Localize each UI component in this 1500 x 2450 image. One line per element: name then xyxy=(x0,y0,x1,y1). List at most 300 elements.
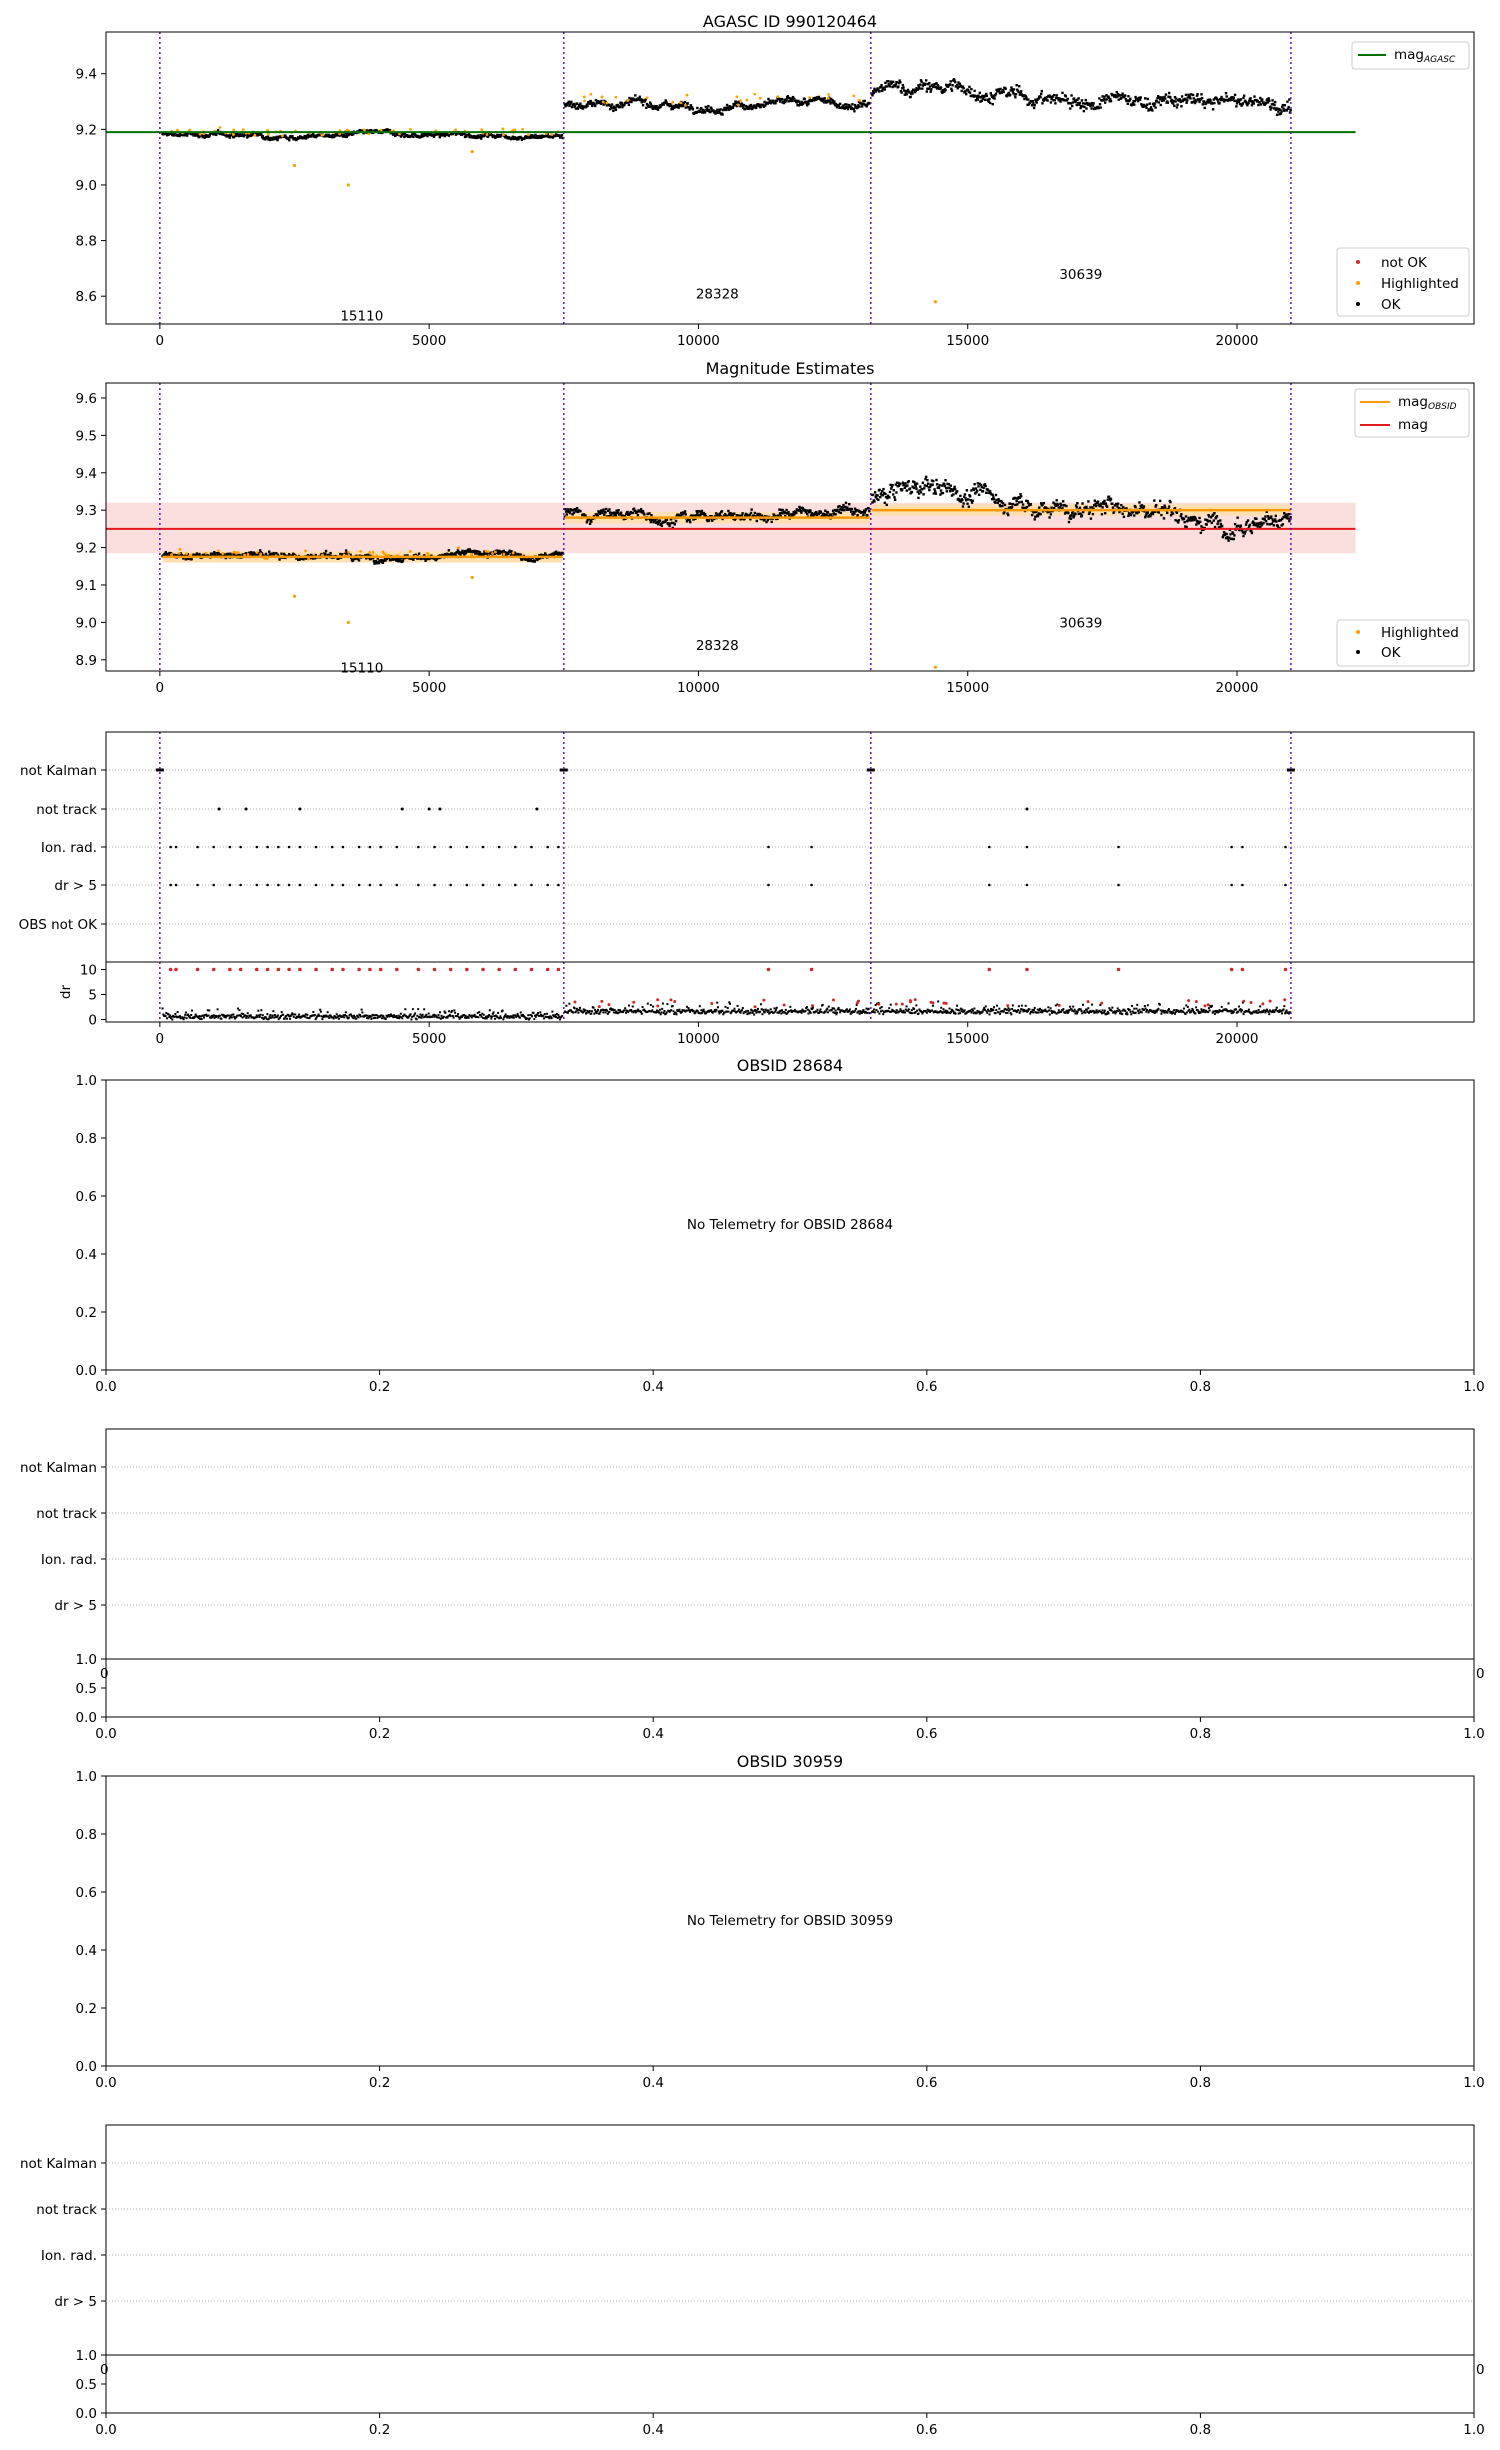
data-point-ok xyxy=(1172,102,1174,104)
data-point-ok xyxy=(989,490,991,492)
data-point-ok xyxy=(1059,506,1061,508)
dr-point-ok xyxy=(584,1009,586,1011)
dr-point-ok xyxy=(703,1011,705,1013)
dr-point-ok xyxy=(659,1009,661,1011)
data-point-ok xyxy=(1140,96,1142,98)
data-point-ok xyxy=(940,489,942,491)
data-point-ok xyxy=(1015,500,1017,502)
dr-point-ok xyxy=(410,1018,412,1020)
flag-ion-rad xyxy=(530,846,533,849)
dr-point-ok xyxy=(441,1015,443,1017)
obsid-label: 15110 xyxy=(340,308,384,325)
data-point-ok xyxy=(850,510,852,512)
data-point-ok xyxy=(612,110,614,112)
dr-point-ok xyxy=(314,1014,316,1016)
data-point-ok xyxy=(911,92,913,94)
data-point-ok xyxy=(1196,93,1198,95)
data-point-ok xyxy=(787,511,789,513)
data-point-ok xyxy=(840,512,842,514)
flag-dr5 xyxy=(256,884,259,887)
data-point-ok xyxy=(1020,90,1022,92)
dr-point-ok xyxy=(505,1013,507,1015)
data-point-ok xyxy=(1004,88,1006,90)
data-point-ok xyxy=(1169,96,1171,98)
data-point-ok xyxy=(1216,99,1218,101)
data-point-ok xyxy=(959,495,961,497)
data-point-ok xyxy=(750,512,752,514)
dr-point-ok xyxy=(355,1018,357,1020)
legend-ok-marker xyxy=(1356,302,1360,306)
dr-point-ok xyxy=(999,1013,1001,1015)
data-point-ok xyxy=(1189,97,1191,99)
legend-ok-label: OK xyxy=(1381,297,1401,313)
dr-point-ok xyxy=(1018,1005,1020,1007)
data-point-ok xyxy=(426,135,428,137)
dr-point-ok xyxy=(628,1005,630,1007)
data-point-ok xyxy=(1289,516,1291,518)
data-point-ok xyxy=(190,558,192,560)
data-point-ok xyxy=(1168,505,1170,507)
dr-point-ok xyxy=(1007,1012,1009,1014)
data-point-ok xyxy=(1289,109,1291,111)
data-point-highlighted xyxy=(601,96,604,99)
data-point-ok xyxy=(925,79,927,81)
dr-point-ok xyxy=(281,1011,283,1013)
flag-ion-rad xyxy=(767,846,770,849)
data-point-ok xyxy=(534,560,536,562)
dr-point-ok xyxy=(1021,1005,1023,1007)
data-point-ok xyxy=(589,523,591,525)
data-point-ok xyxy=(628,104,630,106)
data-point-ok xyxy=(856,514,858,516)
data-point-ok xyxy=(904,482,906,484)
data-point-ok xyxy=(215,134,217,136)
data-point-ok xyxy=(1018,85,1020,87)
dr-point-ok xyxy=(1019,1010,1021,1012)
dr-point-ok xyxy=(848,1010,850,1012)
data-point-ok xyxy=(1011,506,1013,508)
data-point-ok xyxy=(929,91,931,93)
dr-point-ok xyxy=(703,1009,705,1011)
dr-point-ok xyxy=(293,1016,295,1018)
data-point-ok xyxy=(754,512,756,514)
data-point-ok xyxy=(561,134,563,136)
flag-dr5 xyxy=(482,884,485,887)
data-point-ok xyxy=(874,491,876,493)
data-point-ok xyxy=(707,105,709,107)
dr-point-ok xyxy=(959,1012,961,1014)
data-point-highlighted xyxy=(199,133,202,136)
dr-point-ok xyxy=(776,1007,778,1009)
data-point-ok xyxy=(891,484,893,486)
data-point-ok xyxy=(1123,516,1125,518)
data-point-ok xyxy=(851,508,853,510)
data-point-ok xyxy=(1092,104,1094,106)
legend-highlighted-marker xyxy=(1356,281,1360,285)
dr-point-ok xyxy=(557,1014,559,1016)
data-point-ok xyxy=(288,553,290,555)
data-point-ok xyxy=(871,94,873,96)
data-point-highlighted xyxy=(646,96,649,99)
data-point-ok xyxy=(661,525,663,527)
data-point-ok xyxy=(1145,107,1147,109)
data-point-ok xyxy=(594,105,596,107)
dr-point-ok xyxy=(597,1009,599,1011)
data-point-ok xyxy=(915,485,917,487)
dr-point-ok xyxy=(468,1017,470,1019)
dr-point-ok xyxy=(520,1011,522,1013)
dr-point-ok xyxy=(641,1013,643,1015)
data-point-ok xyxy=(1257,104,1259,106)
data-point-ok xyxy=(820,511,822,513)
data-point-ok xyxy=(1225,95,1227,97)
data-point-ok xyxy=(1212,108,1214,110)
data-point-ok xyxy=(995,93,997,95)
dr-point-ok xyxy=(625,1012,627,1014)
dr-point-ok xyxy=(647,1003,649,1005)
dr-point-ok xyxy=(717,1006,719,1008)
dr-point-ok xyxy=(321,1018,323,1020)
data-point-ok xyxy=(1185,94,1187,96)
data-point-highlighted xyxy=(501,128,504,131)
data-point-highlighted xyxy=(259,553,262,556)
data-point-ok xyxy=(602,508,604,510)
data-point-ok xyxy=(1040,93,1042,95)
dr-point-ok xyxy=(816,1009,818,1011)
flag-dr5 xyxy=(449,884,452,887)
data-point-ok xyxy=(657,109,659,111)
dr-point-ok xyxy=(289,1018,291,1020)
dr-point-ok xyxy=(217,1008,219,1010)
data-point-ok xyxy=(1149,515,1151,517)
x-tick-label: 0 xyxy=(155,333,165,349)
dr-point-ok xyxy=(1017,1009,1019,1011)
data-point-ok xyxy=(1240,98,1242,100)
flag-dr5 xyxy=(988,884,991,887)
data-point-ok xyxy=(900,91,902,93)
data-point-ok xyxy=(1225,92,1227,94)
data-point-ok xyxy=(1160,104,1162,106)
flag-ion-rad xyxy=(331,846,334,849)
x-tick-label: 15000 xyxy=(946,333,990,349)
dr-point-ok xyxy=(878,1013,880,1015)
dr-point-ok xyxy=(491,1016,493,1018)
dr-point-ok xyxy=(544,1013,546,1015)
dr-point-ok xyxy=(318,1015,320,1017)
data-point-ok xyxy=(943,483,945,485)
dr-point-ok xyxy=(400,1013,402,1015)
data-point-ok xyxy=(934,490,936,492)
dr-point-ok xyxy=(734,1008,736,1010)
dr-point-ok xyxy=(593,1007,595,1009)
dr-point-ok xyxy=(412,1008,414,1010)
data-point-highlighted xyxy=(739,99,742,102)
data-point-ok xyxy=(949,83,951,85)
flag-dr5 xyxy=(266,884,269,887)
data-point-ok xyxy=(750,508,752,510)
data-point-ok xyxy=(919,485,921,487)
data-point-ok xyxy=(650,514,652,516)
dr-point-ok xyxy=(678,1009,680,1011)
data-point-ok xyxy=(995,494,997,496)
obsid-label: 30639 xyxy=(1059,615,1103,632)
data-point-ok xyxy=(756,520,758,522)
dr-point-ok xyxy=(1012,1004,1014,1006)
data-point-ok xyxy=(1198,517,1200,519)
data-point-ok xyxy=(887,83,889,85)
data-point-ok xyxy=(939,484,941,486)
data-point-ok xyxy=(1039,513,1041,515)
y-tick-label: 8.9 xyxy=(75,652,97,669)
data-point-ok xyxy=(1081,99,1083,101)
data-point-ok xyxy=(1198,101,1200,103)
data-point-ok xyxy=(894,499,896,501)
dr-point-ok xyxy=(572,1012,574,1014)
panel2-legend-top xyxy=(1355,389,1469,437)
dr-point-ok xyxy=(825,1011,827,1013)
dr-point-ok xyxy=(343,1016,345,1018)
y-tick-label: 9.2 xyxy=(75,540,97,557)
dr-point-ok xyxy=(747,1010,749,1012)
dr-point-ok xyxy=(932,1005,934,1007)
dr-point-ok xyxy=(457,1013,459,1015)
dr-point-ok xyxy=(513,1017,515,1019)
dr-point-ok xyxy=(286,1018,288,1020)
data-point-ok xyxy=(988,98,990,100)
flag-ion-rad xyxy=(299,846,302,849)
data-point-ok xyxy=(1234,94,1236,96)
dr-point-ok xyxy=(174,1013,176,1015)
data-point-ok xyxy=(1249,524,1251,526)
data-point-ok xyxy=(1054,99,1056,101)
dr-point-ok xyxy=(183,1016,185,1018)
flag-not-track xyxy=(438,808,441,811)
dr-point-ok xyxy=(416,1018,418,1020)
data-point-ok xyxy=(803,98,805,100)
data-point-ok xyxy=(708,519,710,521)
data-point-ok xyxy=(1213,102,1215,104)
dr-point-ok xyxy=(268,1018,270,1020)
data-point-ok xyxy=(1149,102,1151,104)
x-tick-label: 15000 xyxy=(946,680,990,696)
dr-point-ok xyxy=(537,1012,539,1014)
data-point-ok xyxy=(1167,101,1169,103)
data-point-ok xyxy=(741,512,743,514)
data-point-ok xyxy=(1039,96,1041,98)
obsid-label: 30639 xyxy=(1059,266,1103,283)
data-point-ok xyxy=(886,504,888,506)
flag-ion-rad xyxy=(1026,846,1029,849)
data-point-ok xyxy=(675,520,677,522)
dr-point-ok xyxy=(995,1012,997,1014)
data-point-ok xyxy=(1200,532,1202,534)
data-point-highlighted xyxy=(170,553,173,556)
data-point-ok xyxy=(566,513,568,515)
data-point-ok xyxy=(1120,504,1122,506)
data-point-highlighted xyxy=(753,93,756,96)
data-point-ok xyxy=(897,85,899,87)
data-point-ok xyxy=(962,505,964,507)
data-point-ok xyxy=(1121,92,1123,94)
dr-point-ok xyxy=(277,1015,279,1017)
x-tick-label: 10000 xyxy=(676,333,720,349)
data-point-ok xyxy=(686,102,688,104)
data-point-highlighted xyxy=(471,150,474,153)
data-point-highlighted xyxy=(852,95,855,98)
data-point-ok xyxy=(1284,104,1286,106)
data-point-ok xyxy=(1194,518,1196,520)
x-tick-label: 5000 xyxy=(411,680,447,696)
data-point-ok xyxy=(882,488,884,490)
dr-point-ok xyxy=(257,1010,259,1012)
dr-point-ok xyxy=(949,1008,951,1010)
data-point-ok xyxy=(692,108,694,110)
data-point-ok xyxy=(643,513,645,515)
data-point-highlighted xyxy=(614,96,617,99)
data-point-ok xyxy=(1179,98,1181,100)
dr-point-ok xyxy=(741,1009,743,1011)
dr-point-ok xyxy=(382,1015,384,1017)
dr-point-ok xyxy=(247,1012,249,1014)
dr-point-ok xyxy=(836,1012,838,1014)
dr-point-ok xyxy=(410,1013,412,1015)
flag-dr5 xyxy=(1241,884,1244,887)
data-point-ok xyxy=(968,506,970,508)
panel2-data xyxy=(106,383,1356,676)
data-point-ok xyxy=(1013,88,1015,90)
data-point-ok xyxy=(1146,103,1148,105)
data-point-ok xyxy=(992,494,994,496)
dr-point-ok xyxy=(605,1011,607,1013)
data-point-ok xyxy=(999,88,1001,90)
y-tick-label: 8.6 xyxy=(75,289,97,306)
y-tick-label: 9.6 xyxy=(75,390,97,407)
data-point-highlighted xyxy=(512,552,515,555)
data-point-ok xyxy=(579,510,581,512)
data-point-highlighted xyxy=(486,133,489,136)
flag-ion-rad xyxy=(358,846,361,849)
data-point-ok xyxy=(978,494,980,496)
data-point-ok xyxy=(926,479,928,481)
dr-point-ok xyxy=(529,1017,531,1019)
data-point-ok xyxy=(1273,104,1275,106)
dr-point-ok xyxy=(775,1009,777,1011)
data-point-ok xyxy=(1168,92,1170,94)
data-point-ok xyxy=(1139,98,1141,100)
dr-point-ok xyxy=(551,1017,553,1019)
data-point-ok xyxy=(944,485,946,487)
flag-not-track xyxy=(218,808,221,811)
dr-point-ok xyxy=(454,1012,456,1014)
data-point-highlighted xyxy=(679,101,682,104)
data-point-ok xyxy=(853,107,855,109)
x-tick-label: 20000 xyxy=(1215,333,1259,349)
data-point-ok xyxy=(1071,512,1073,514)
flag-dr5 xyxy=(196,884,199,887)
dr-point-ok xyxy=(942,1008,944,1010)
data-point-ok xyxy=(704,111,706,113)
data-point-ok xyxy=(645,107,647,109)
data-point-ok xyxy=(1274,101,1276,103)
legend-obsid-label: mag$_{OBSID}$ xyxy=(1398,394,1457,412)
data-point-ok xyxy=(984,99,986,101)
data-point-highlighted xyxy=(426,552,429,555)
data-point-ok xyxy=(981,100,983,102)
flag-dr5 xyxy=(331,884,334,887)
data-point-ok xyxy=(567,508,569,510)
dr-point-ok xyxy=(738,1009,740,1011)
dr-point-ok xyxy=(1034,1007,1036,1009)
data-point-ok xyxy=(867,507,869,509)
data-point-ok xyxy=(1153,499,1155,501)
data-point-ok xyxy=(944,89,946,91)
data-point-ok xyxy=(940,86,942,88)
data-point-ok xyxy=(696,107,698,109)
data-point-ok xyxy=(923,487,925,489)
panel-agasc-magnitude xyxy=(76,12,1474,349)
data-point-ok xyxy=(827,511,829,513)
data-point-ok xyxy=(1158,511,1160,513)
flag-dr5 xyxy=(239,884,242,887)
data-point-ok xyxy=(1034,104,1036,106)
data-point-ok xyxy=(930,88,932,90)
data-point-highlighted xyxy=(737,104,740,107)
data-point-ok xyxy=(969,92,971,94)
data-point-ok xyxy=(1209,99,1211,101)
flag-not-track xyxy=(245,808,248,811)
panel1-legend-bottom xyxy=(1337,248,1469,316)
legend2-ok-label: OK xyxy=(1381,645,1401,661)
data-point-ok xyxy=(755,107,757,109)
data-point-ok xyxy=(1262,522,1264,524)
data-point-ok xyxy=(325,550,327,552)
dr-point-ok xyxy=(599,1013,601,1015)
data-point-ok xyxy=(884,502,886,504)
data-point-ok xyxy=(1251,532,1253,534)
data-point-ok xyxy=(1255,518,1257,520)
data-point-ok xyxy=(719,108,721,110)
data-point-ok xyxy=(893,496,895,498)
dr-point-ok xyxy=(862,1009,864,1011)
dr-point-ok xyxy=(282,1014,284,1016)
obsid-label: 28328 xyxy=(695,286,739,303)
data-point-ok xyxy=(880,84,882,86)
data-point-ok xyxy=(1108,496,1110,498)
dr-point-ok xyxy=(423,1008,425,1010)
dr-point-ok xyxy=(888,1007,890,1009)
x-tick-label: 20000 xyxy=(1215,680,1259,696)
dr-point-ok xyxy=(699,1005,701,1007)
data-point-highlighted xyxy=(293,595,296,598)
data-point-ok xyxy=(1007,514,1009,516)
dr-point-ok xyxy=(533,1018,535,1020)
data-point-ok xyxy=(1216,515,1218,517)
data-point-ok xyxy=(620,512,622,514)
data-point-ok xyxy=(1244,530,1246,532)
dr-point-ok xyxy=(767,1009,769,1011)
data-point-ok xyxy=(906,93,908,95)
data-point-ok xyxy=(795,512,797,514)
y-tick-label: 9.4 xyxy=(75,465,97,482)
dr-point-ok xyxy=(710,1009,712,1011)
dr-point-ok xyxy=(348,1017,350,1019)
y-tick-label: 9.1 xyxy=(75,577,97,594)
dr-point-ok xyxy=(577,1012,579,1014)
flag-dr5 xyxy=(277,884,280,887)
dr-point-ok xyxy=(716,1002,718,1004)
data-point-ok xyxy=(659,519,661,521)
data-point-ok xyxy=(1134,506,1136,508)
